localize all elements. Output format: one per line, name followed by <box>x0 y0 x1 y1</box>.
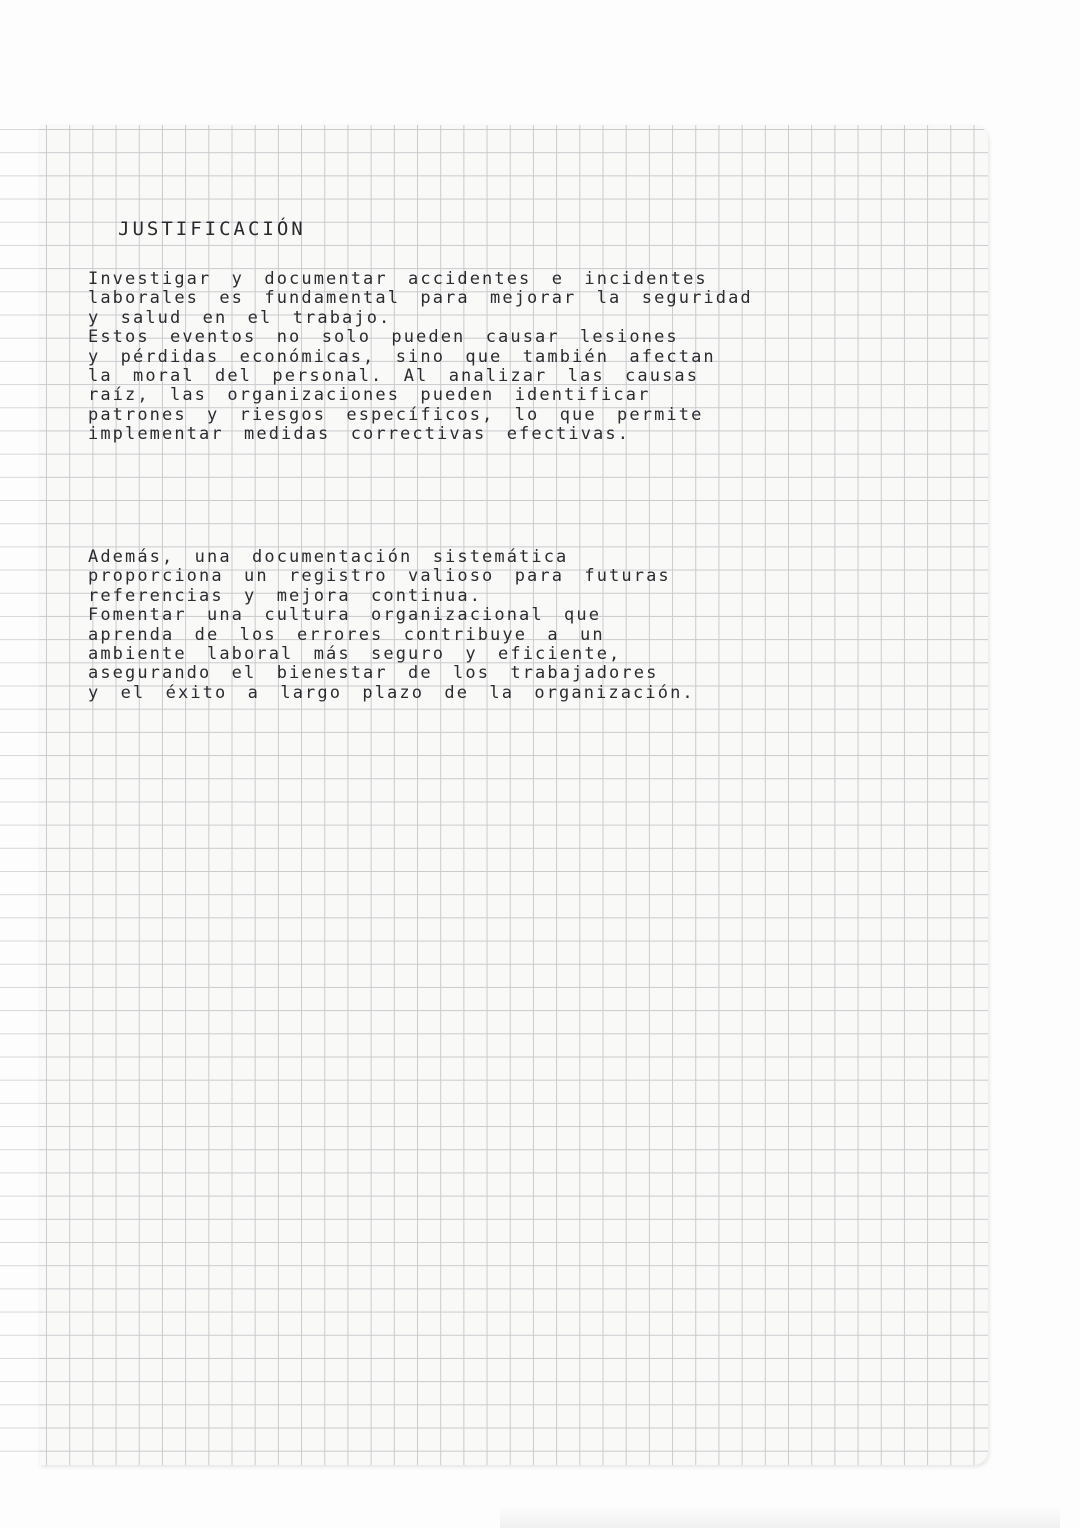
text-line: ambiente laboral más seguro y eficiente, <box>88 643 622 664</box>
text-line: Investigar y documentar accidentes e incidentes <box>88 269 708 289</box>
page-title: JUSTIFICACIÓN <box>118 218 306 240</box>
text-line: referencias y mejora continua. <box>88 585 483 606</box>
text-line: y el éxito a largo plazo de la organización. <box>88 682 695 703</box>
text-line: la moral del personal. Al analizar las causas <box>88 365 700 386</box>
text-line: Estos eventos no solo pueden causar lesiones <box>88 327 679 348</box>
text-line: y pérdidas económicas, sino que también afectan <box>88 346 716 367</box>
paragraph-1 <box>88 270 888 445</box>
text-line: raíz, las organizaciones pueden identificar <box>88 385 651 406</box>
text-line: asegurando el bienestar de los trabajadores <box>88 663 659 684</box>
binding-margin <box>0 125 40 1465</box>
text-line: proporciona un registro valioso para futuras <box>88 566 671 587</box>
text-line: aprenda de los errores contribuye a un <box>88 624 605 645</box>
text-line: Además, una documentación sistemática <box>88 547 569 567</box>
text-line: implementar medidas correctivas efectivas. <box>88 424 631 445</box>
text-line: patrones y riesgos específicos, lo que permite <box>88 404 704 425</box>
text-line: y salud en el trabajo. <box>88 307 392 328</box>
text-line: Fomentar una cultura organizacional que <box>88 605 602 626</box>
paragraph-2 <box>88 548 888 703</box>
page-shadow <box>500 1505 1060 1528</box>
text-line: laborales es fundamental para mejorar la seguridad <box>88 288 753 309</box>
